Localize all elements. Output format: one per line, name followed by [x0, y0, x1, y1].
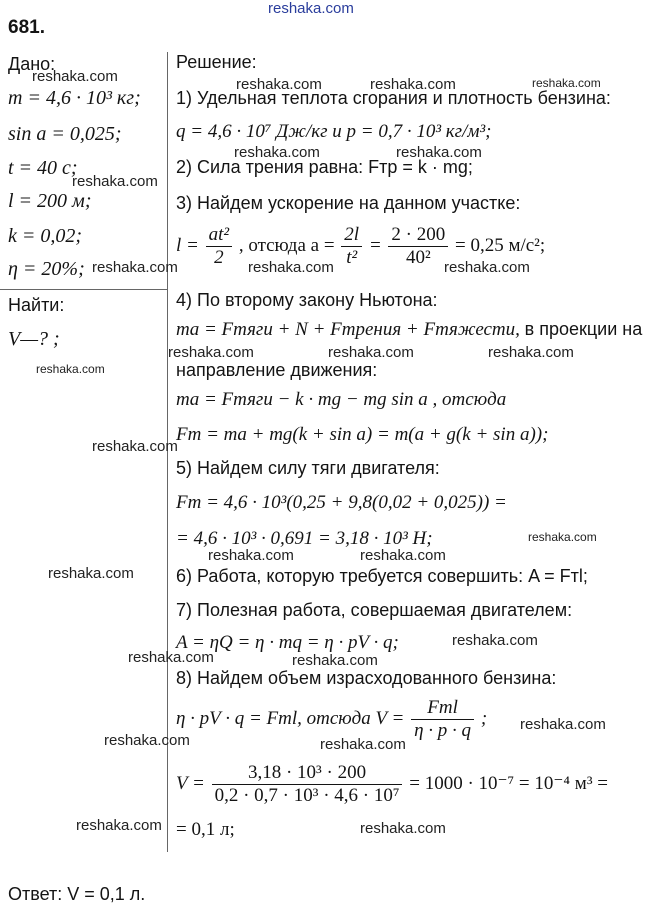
solution-title: Решение: — [176, 52, 257, 72]
given-mass: m = 4,6 · 10³ кг; — [8, 87, 141, 109]
watermark: reshaka.com — [92, 259, 178, 276]
step-4-math — [176, 319, 642, 341]
final-result: = 1000 · 10⁻⁷ = 10⁻⁴ м³ = — [409, 772, 608, 794]
given-eta: η = 20%; — [8, 258, 85, 280]
step-4: 4) По второму закону Ньютона: — [176, 290, 438, 310]
watermark: reshaka.com — [360, 820, 446, 837]
site-header-link[interactable]: reshaka.com — [268, 0, 354, 17]
final-numerator: 3,18 · 10³ · 200 — [212, 762, 403, 785]
watermark: reshaka.com — [360, 547, 446, 564]
step-6: 6) Работа, которую требуется совершить: A = Fтl; — [176, 566, 588, 586]
watermark: reshaka.com — [528, 530, 597, 544]
step-2: 2) Сила трения равна: Fтр = k · mg; — [176, 157, 473, 177]
step-1: 1) Удельная теплота сгорания и плотность бензина: — [176, 88, 611, 108]
step-8-formula: η · pV · q = Fтl, отсюда V = $\frac{\text{Fтl}}{\eta \cdot p \cdot q}$ ; — [176, 697, 488, 741]
step-3-result: = 0,25 м/с²; — [454, 234, 546, 256]
watermark: reshaka.com — [76, 817, 162, 834]
given-time: t = 40 с; — [8, 157, 78, 179]
step-4-eq: ma = Fтяги + N + Fтрения + Fтяжести, — [176, 319, 520, 340]
watermark: reshaka.com — [72, 173, 158, 190]
watermark: reshaka.com — [128, 649, 214, 666]
final-result-2: = 0,1 л; — [176, 819, 235, 840]
given-divider — [0, 289, 168, 290]
step-5: 5) Найдем силу тяги двигателя: — [176, 458, 440, 478]
step-7-math: A = ηQ = η · mq = η · pV · q; — [176, 632, 399, 653]
final-formula: V = $\frac{\text{3,18 · 10³ · 200}}{\text{0,2 · 0,7 · 10³ · 4,6 · 10⁷}}$ = 1000 · 10⁻⁷ = 10⁻⁴ м³ = — [176, 762, 608, 806]
step-7: 7) Полезная работа, совершаемая двигателем: — [176, 600, 573, 620]
given-length: l = 200 м; — [8, 190, 92, 212]
watermark: reshaka.com — [452, 632, 538, 649]
step-3: 3) Найдем ускорение на данном участке: — [176, 193, 521, 213]
step-5-math-1: Fт = 4,6 · 10³(0,25 + 9,8(0,02 + 0,025)) = — [176, 492, 507, 513]
watermark: reshaka.com — [234, 144, 320, 161]
watermark: reshaka.com — [36, 362, 105, 376]
frac-40sq: 40² — [405, 247, 431, 268]
watermark: reshaka.com — [328, 344, 414, 361]
watermark: reshaka.com — [532, 76, 601, 90]
given-k: k = 0,02; — [8, 225, 83, 247]
given-sin: sin a = 0,025; — [8, 123, 122, 145]
watermark: reshaka.com — [520, 716, 606, 733]
given-title: Дано: — [8, 54, 56, 74]
frac-ftl: Fтl — [411, 697, 474, 720]
step-4-math-3: Fт = ma + mg(k + sin a) = m(a + g(k + sin a)); — [176, 424, 549, 445]
watermark: reshaka.com — [32, 68, 118, 85]
step-4-math-2: ma = Fтяги − k · mg − mg sin a , отсюда — [176, 389, 507, 410]
step-3-mid: , отсюда a = — [238, 234, 335, 256]
watermark: reshaka.com — [48, 565, 134, 582]
watermark: reshaka.com — [292, 652, 378, 669]
find-title: Найти: — [8, 295, 65, 315]
frac-2l: 2l — [341, 224, 362, 247]
watermark: reshaka.com — [320, 736, 406, 753]
watermark: reshaka.com — [396, 144, 482, 161]
frac-at2: at² — [206, 224, 232, 247]
step-4-tail: в проекции на — [524, 319, 643, 339]
frac-t2: t² — [346, 247, 358, 268]
watermark: reshaka.com — [236, 76, 322, 93]
step-1-math: q = 4,6 · 10⁷ Дж/кг и p = 0,7 · 10³ кг/м³; — [176, 121, 492, 142]
step-5-math-2: = 4,6 · 10³ · 0,691 = 3,18 · 10³ Н; — [176, 528, 433, 549]
watermark: reshaka.com — [208, 547, 294, 564]
watermark: reshaka.com — [248, 259, 334, 276]
find-target: V—? ; — [8, 328, 60, 350]
watermark: reshaka.com — [104, 732, 190, 749]
watermark: reshaka.com — [168, 344, 254, 361]
step-8: 8) Найдем объем израсходованного бензина: — [176, 668, 557, 688]
watermark: reshaka.com — [92, 438, 178, 455]
final-denominator: 0,2 · 0,7 · 10³ · 4,6 · 10⁷ — [214, 785, 400, 806]
step-3-formula: l = $\frac{\text{at²}}{2}$ , отсюда a = $\frac{2l}{\text{t²}}$ = $\frac{2 \cdot 200}{\text{40²}}$ = 0,25 м/с²; — [176, 224, 546, 268]
problem-number: 681. — [8, 17, 45, 38]
frac-eta-p-q: η · p · q — [414, 720, 472, 741]
step-4-direction: направление движения: — [176, 360, 378, 380]
watermark: reshaka.com — [488, 344, 574, 361]
watermark: reshaka.com — [370, 76, 456, 93]
answer-line: Ответ: V = 0,1 л. — [8, 884, 146, 904]
watermark: reshaka.com — [444, 259, 530, 276]
step-8-lhs: η · pV · q = Fтl, отсюда V = — [176, 707, 405, 729]
frac-2: 2 — [214, 247, 224, 268]
frac-2x200: 2 · 200 — [388, 224, 448, 247]
